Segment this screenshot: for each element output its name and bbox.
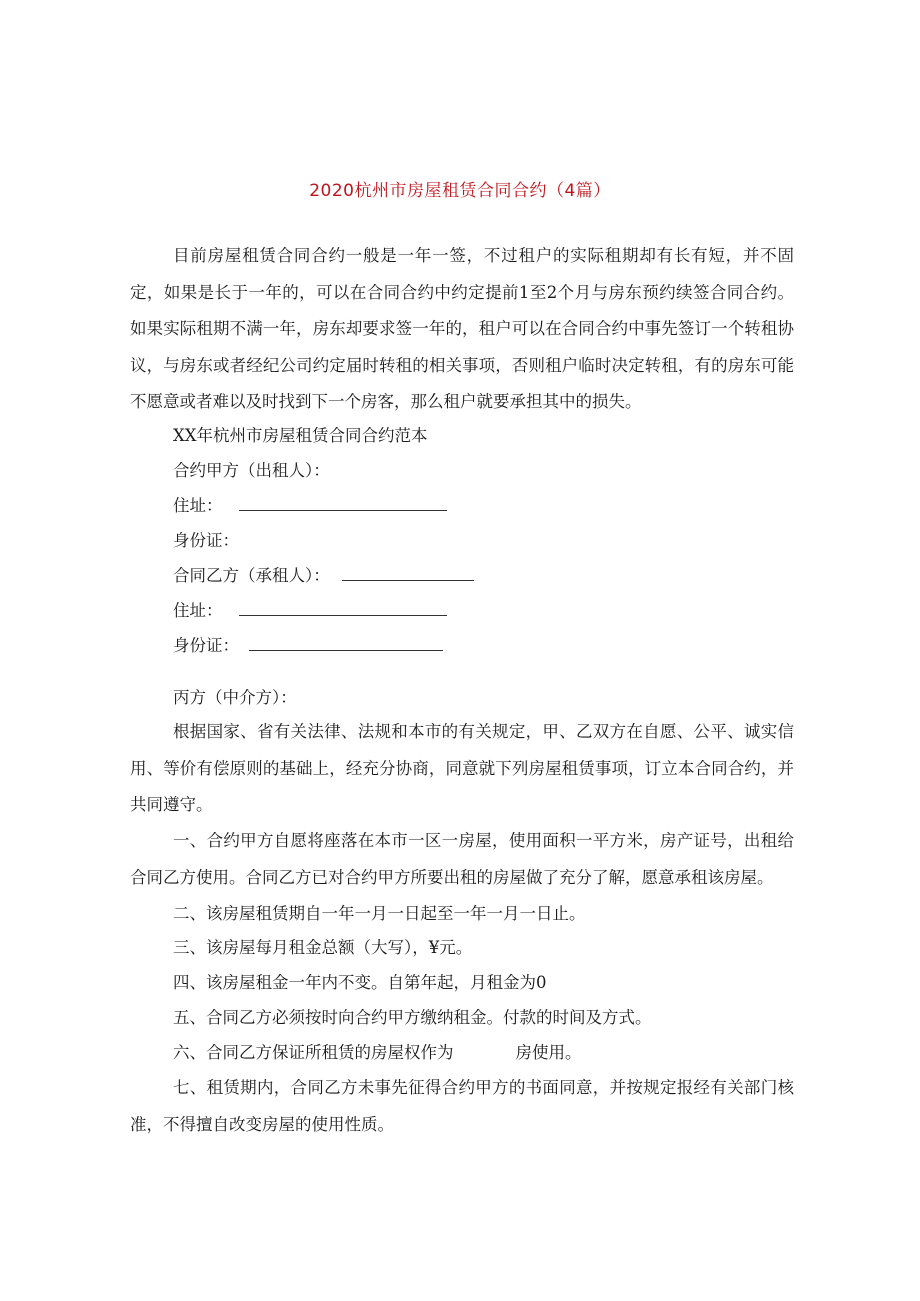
party-b-id-blank[interactable] [249,636,443,651]
party-a-id-label: 身份证： [173,531,239,550]
party-a-label: 合约甲方（出租人）： [173,461,330,480]
party-b-id-line [173,634,443,658]
preamble-paragraph: 根据国家、省有关法律、法规和本市的有关规定，甲、乙双方在自愿、公平、诚实信用、等价有偿原则的基础上，经充分协商，同意就下列房屋租赁事项，订立本合同合约，并共同遵守。 [130,722,794,814]
clause-7: 七、租赁期内，合同乙方未事先征得合约甲方的书面同意，并按规定报经有关部门核准，不得擅自改变房屋的使用性质。 [130,1078,794,1134]
party-b-address-line [173,599,447,623]
party-a-address-label: 住址： [173,496,223,515]
party-b-line [173,564,474,588]
party-a-address-blank[interactable] [239,496,447,511]
clause-6-suffix: 房使用。 [515,1043,582,1062]
party-b-label: 合同乙方（承租人）： [173,566,330,585]
clause-4: 四、该房屋租金一年内不变。自第年起，月租金为0 [173,973,547,992]
clause-2: 二、该房屋租赁期自一年一月一日起至一年一月一日止。 [173,904,586,923]
clause-6-text: 六、合同乙方保证所租赁的房屋权作为 [173,1043,454,1062]
party-b-address-blank[interactable] [239,601,447,616]
party-b-blank[interactable] [342,566,474,581]
clause-3: 三、该房屋每月租金总额（大写），¥元。 [173,938,473,957]
clause-5: 五、合同乙方必须按时向合约甲方缴纳租金。付款的时间及方式。 [173,1008,652,1027]
template-heading: XX年杭州市房屋租赁合同合约范本 [173,426,428,445]
party-c-label: 丙方（中介方）： [173,688,297,707]
clause-6 [130,1035,794,1072]
document-title: 2020杭州市房屋租赁合同合约（4篇） [309,181,611,201]
intro-paragraph: 目前房屋租赁合同合约一般是一年一签，不过租户的实际租期却有长有短，并不固定，如果是长于一年的，可以在合同合约中约定提前1至2个月与房东预约续签合同合约。如果实际租期不满一年，房东却要求签一年的，租户可以在合同合约中事先签订一个转租协议，与房东或者经纪公司约定届时转租的相关事项，否则租户临时决定转租，有的房东可能不愿意或者难以及时找到下一个房客，那么租户就要承担其中的损失。 [130,246,794,411]
party-b-address-label: 住址： [173,601,223,620]
party-b-id-label: 身份证： [173,636,239,655]
clause-1: 一、合约甲方自愿将座落在本市一区一房屋，使用面积一平方米，房产证号，出租给合同乙方使用。合同乙方已对合约甲方所要出租的房屋做了充分了解，愿意承租该房屋。 [130,831,794,887]
party-a-address-line [173,494,447,518]
